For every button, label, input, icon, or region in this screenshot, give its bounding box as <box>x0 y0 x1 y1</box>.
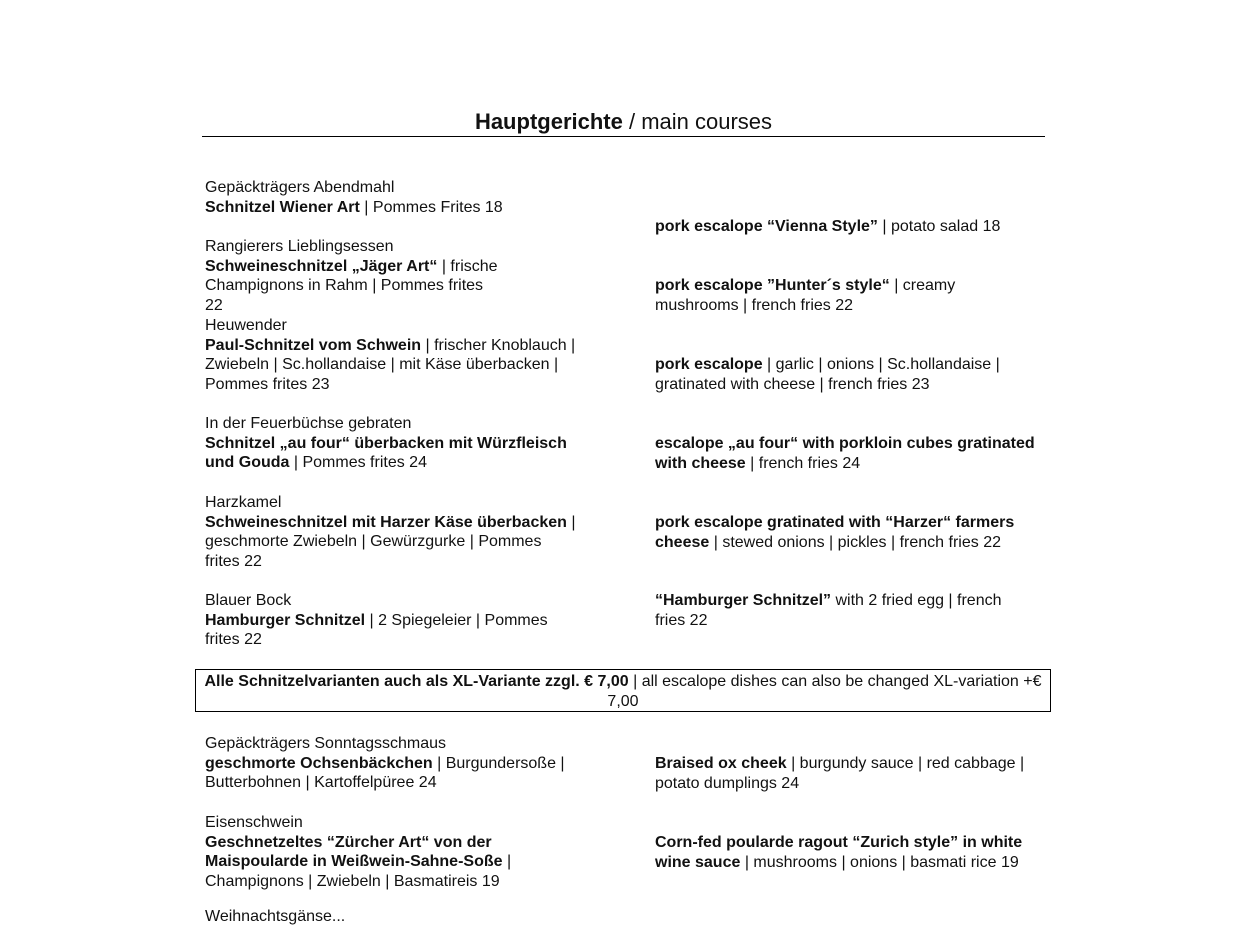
item-name: Geschnetzeltes “Zürcher Art“ von der Maispoularde in Weißwein-Sahne-Soße <box>205 833 503 871</box>
menu-item-de <box>205 591 600 650</box>
item-subtitle: Gepäckträgers Abendmahl <box>205 179 395 196</box>
menu-item-en <box>655 355 1035 394</box>
menu-item-en <box>655 754 1035 793</box>
menu-item-en <box>655 217 1050 237</box>
item-description: | french fries 24 <box>745 454 861 472</box>
notice-german: Alle Schnitzelvarianten auch als XL-Variante zzgl. € 7,00 <box>204 673 629 690</box>
menu-item-de <box>205 237 600 316</box>
title-english: main courses <box>641 109 773 134</box>
menu-item-en <box>655 591 1025 630</box>
item-name: “Hamburger Schnitzel” <box>655 592 832 609</box>
item-description: | 2 Spiegeleier | Pommes frites 22 <box>205 611 548 649</box>
menu-item-de <box>205 493 600 572</box>
item-name: Hamburger Schnitzel <box>205 611 366 629</box>
title-german: Hauptgerichte <box>474 109 623 134</box>
page-title <box>202 108 1045 136</box>
menu-item-en <box>655 434 1035 473</box>
item-description: | stewed onions | pickles | french fries 22 <box>709 533 1001 551</box>
menu-item-de <box>205 178 600 217</box>
item-description: | frische Champignons in Rahm | Pommes frites 22 <box>205 257 498 315</box>
item-name: Schnitzel Wiener Art <box>205 198 360 216</box>
item-name: Schweineschnitzel „Jäger Art“ <box>205 257 438 275</box>
title-separator: / <box>622 109 642 134</box>
item-name: escalope „au four“ with porkloin cubes gratinated with cheese <box>655 435 1035 472</box>
item-description: | Pommes frites 24 <box>289 454 427 472</box>
menu-item-en <box>655 833 1030 872</box>
item-name: pork escalope <box>655 356 763 373</box>
menu-item-de <box>205 734 600 793</box>
menu-item-en <box>655 513 1045 552</box>
item-subtitle: In der Feuerbüchse gebraten <box>205 415 412 432</box>
item-description: | geschmorte Zwiebeln | Gewürzgurke | Pommes frites 22 <box>205 513 576 571</box>
item-subtitle: Gepäckträgers Sonntagsschmaus <box>205 735 447 752</box>
item-description: | mushrooms | onions | basmati rice 19 <box>740 853 1019 871</box>
xl-notice-box <box>195 669 1051 712</box>
item-name: Schweineschnitzel mit Harzer Käse überbacken <box>205 513 567 531</box>
item-description: | Burgundersoße | Butterbohnen | Kartoffelpüree 24 <box>205 754 565 792</box>
item-name: Paul-Schnitzel vom Schwein <box>205 336 422 354</box>
item-name: Schnitzel „au four“ überbacken mit Würzfleisch und Gouda <box>205 434 567 472</box>
item-name: pork escalope ”Hunter´s style“ <box>655 277 890 294</box>
item-description: | burgundy sauce | red cabbage | potato dumplings 24 <box>655 755 1025 792</box>
item-name: pork escalope “Vienna Style” <box>655 218 878 235</box>
notice-english: | all escalope dishes can also be changed XL-variation +€ 7,00 <box>607 673 1042 710</box>
cut-off-subtitle: Weihnachtsgänse... <box>205 908 346 925</box>
item-description: | potato salad 18 <box>877 218 1001 235</box>
item-name: geschmorte Ochsenbäckchen <box>205 754 433 772</box>
menu-item-en <box>655 276 975 315</box>
item-description: with 2 fried egg | french fries 22 <box>655 592 1002 629</box>
title-underline <box>202 136 1045 137</box>
menu-item-de <box>205 316 600 395</box>
item-description: | garlic | onions | Sc.hollandaise | gratinated with cheese | french fries 23 <box>655 356 1000 393</box>
item-subtitle: Heuwender <box>205 317 287 334</box>
item-description: | frischer Knoblauch | Zwiebeln | Sc.hollandaise | mit Käse überbacken | Pommes frites 23 <box>205 336 576 394</box>
item-subtitle: Blauer Bock <box>205 592 292 609</box>
item-subtitle: Eisenschwein <box>205 814 303 831</box>
item-description: | creamy mushrooms | french fries 22 <box>655 277 956 314</box>
item-name: Braised ox cheek <box>655 755 787 772</box>
item-description: | Champignons | Zwiebeln | Basmatireis 19 <box>205 853 512 891</box>
item-description: | Pommes Frites 18 <box>359 198 503 216</box>
item-name: pork escalope gratinated with “Harzer“ farmers cheese <box>655 514 1015 551</box>
menu-item-de <box>205 813 600 892</box>
item-subtitle: Harzkamel <box>205 494 282 511</box>
menu-item-de <box>205 414 600 473</box>
item-subtitle: Rangierers Lieblingsessen <box>205 238 394 255</box>
item-name: Corn-fed poularde ragout “Zurich style” in white wine sauce <box>655 834 1023 871</box>
